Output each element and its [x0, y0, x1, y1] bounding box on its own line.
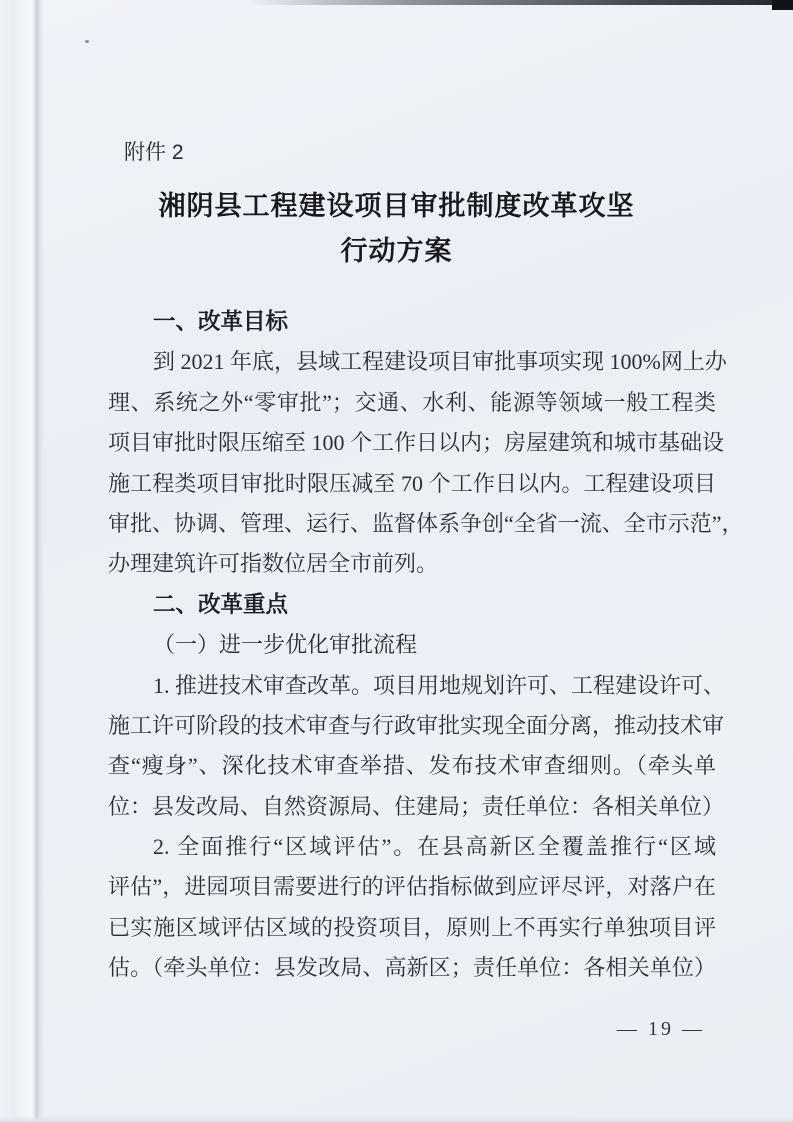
paper-speck [85, 40, 89, 43]
doc-title [40, 184, 753, 274]
text-line: 审批、协调、管理、运行、监督体系争创“全省一流、全市示范”， [108, 510, 744, 536]
text-line: 施工程类项目审批时限压减至 70 个工作日以内。工程建设项目 [108, 470, 716, 496]
text-line: 估。（牵头单位：县发改局、高新区；责任单位：各相关单位） [108, 955, 716, 981]
text-line: 办理建筑许可指数位居全市前列。 [108, 551, 439, 577]
subsection-heading: （一）进一步优化审批流程 [153, 632, 418, 658]
page-fold-edge [0, 0, 44, 1122]
document-body [108, 302, 744, 989]
section-heading: 二、改革重点 [153, 591, 289, 617]
scan-edge-bottom [0, 1115, 793, 1122]
text-line: 项目审批时限压缩至 100 个工作日以内；房屋建筑和城市基础设 [108, 430, 725, 456]
text-line: 1. 推进技术审查改革。项目用地规划许可、工程建设许可、 [153, 672, 726, 698]
section-heading: 一、改革目标 [153, 309, 289, 334]
text-line: 2. 全面推行“区域评估”。在县高新区全覆盖推行“区域 [153, 834, 716, 860]
text-line: 评估”，进园项目需要进行的评估指标做到应评尽评，对落户在 [108, 874, 716, 900]
text-line: 施工许可阶段的技术审查与行政审批实现全面分离，推动技术审 [108, 712, 725, 738]
page-number: — 19 — [617, 1018, 705, 1040]
scan-edge-corner [772, 0, 793, 10]
text-line: 理、系统之外“零审批”；交通、水利、能源等领域一般工程类 [108, 389, 717, 415]
text-line: 到 2021 年底，县域工程建设项目审批事项实现 100%网上办 [153, 349, 727, 375]
text-line: 查“瘦身”、深化技术审查举措、发布技术审查细则。（牵头单 [108, 753, 716, 779]
text-line: 位：县发改局、自然资源局、住建局；责任单位：各相关单位） [108, 793, 725, 819]
scan-edge-top [246, 0, 793, 5]
text-line: 已实施区域评估区域的投资项目，原则上不再实行单独项目评 [108, 914, 716, 940]
doc-title-line2: 行动方案 [340, 236, 453, 266]
attachment-label: 附件 2 [124, 141, 184, 164]
doc-title-line1: 湘阴县工程建设项目审批制度改革攻坚 [158, 191, 635, 221]
